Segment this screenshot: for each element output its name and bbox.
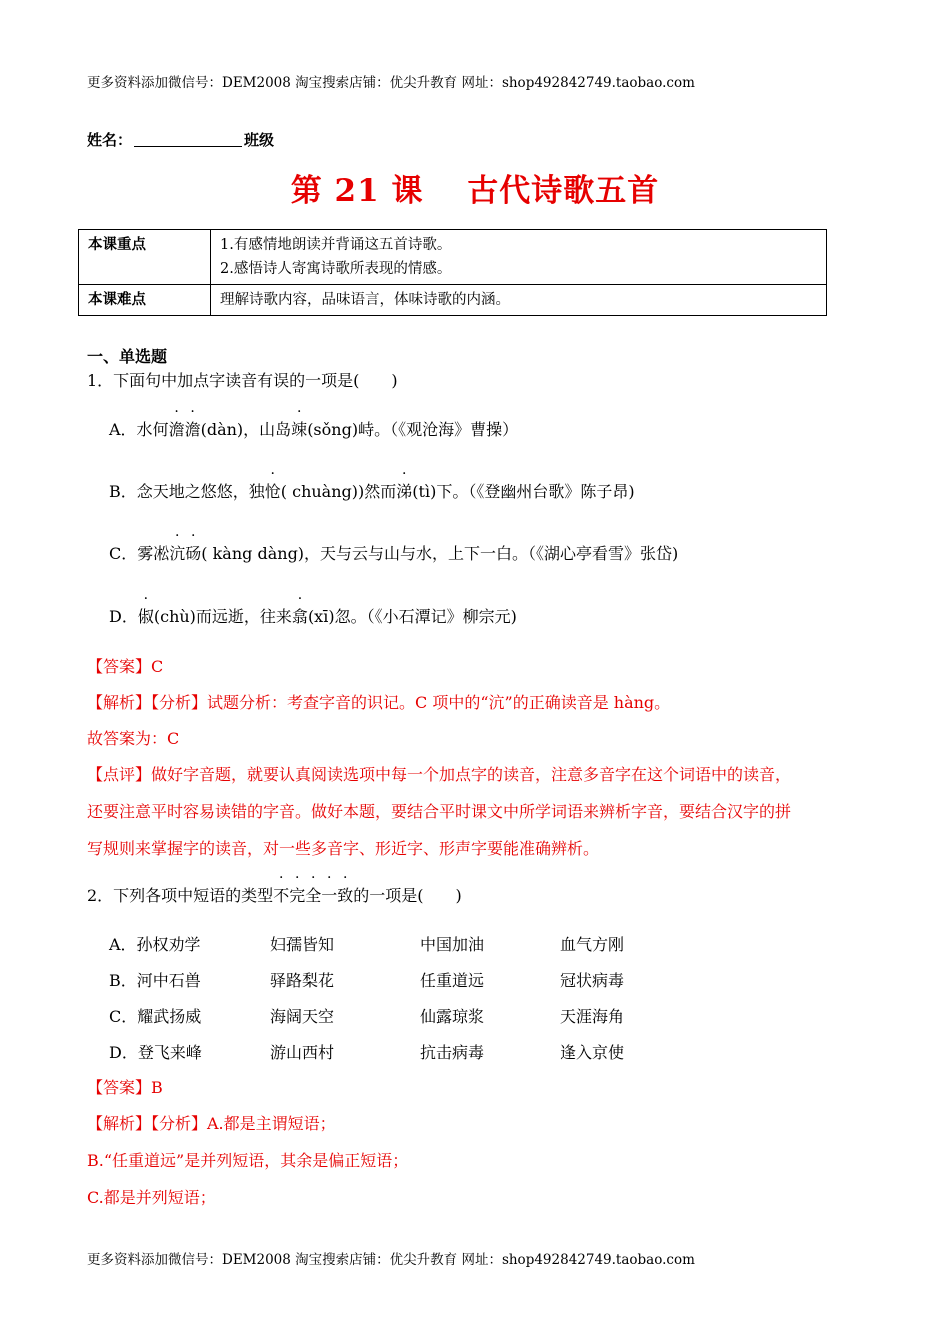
dotted-char: 不 — [273, 886, 290, 905]
text: (sǒng)峙。（《观沧海》曹操） — [307, 420, 519, 439]
q2-row-c-col-4: 天涯海角 — [560, 1007, 625, 1026]
q2-row-d-col-3: 抗击病毒 — [420, 1043, 485, 1062]
dotted-char: 完 — [289, 886, 306, 905]
dotted-char: 一 — [321, 886, 338, 905]
dotted-char: 致 — [337, 886, 354, 905]
class-label: 班级 — [244, 131, 275, 149]
q2-row-b-col-4: 冠状病毒 — [560, 971, 625, 990]
focus-item-2: 2.感悟诗人寄寓诗歌所表现的情感。 — [220, 261, 452, 277]
text: C．雾凇 — [109, 544, 170, 563]
q2-stem — [87, 883, 462, 906]
q1-answer: 【答案】C — [87, 657, 164, 676]
q1-option-a — [109, 417, 518, 440]
focus-label: 本课重点 — [79, 230, 211, 285]
text: ( chuàng))然而 — [280, 482, 397, 501]
q2-row-c-col-3: 仙露琼浆 — [420, 1007, 485, 1026]
text: 的一项是( ) — [353, 886, 462, 905]
q2-row-a-col-3: 中国加油 — [420, 935, 485, 954]
dotted-char: 涕 — [396, 482, 413, 501]
focus-content — [211, 230, 827, 285]
dotted-char: 澹 — [168, 420, 185, 439]
q1-option-d — [109, 604, 517, 627]
q2-row-d-col-4: 逢入京使 — [560, 1043, 625, 1062]
q2-row-a-col-1: A．孙权劝学 — [109, 935, 201, 954]
q2-row-b-col-3: 任重道远 — [420, 971, 485, 990]
difficulty-content: 理解诗歌内容，品味语言，体味诗歌的内涵。 — [211, 285, 827, 316]
difficulty-row — [79, 285, 827, 316]
text: (dàn)，山岛 — [200, 420, 292, 439]
text: D． — [109, 607, 138, 626]
difficulty-label: 本课难点 — [79, 285, 211, 316]
text: (tì)下。（《登幽州台歌》陈子昂) — [412, 482, 635, 501]
q1-conclusion: 故答案为：C — [87, 729, 180, 748]
lesson-title: 第 21 课 古代诗歌五首 — [290, 173, 660, 209]
text: A．水何 — [109, 420, 169, 439]
q2-analysis-line-1: 【解析】【分析】A.都是主谓短语； — [87, 1114, 336, 1133]
q2-row-c-col-2: 海阔天空 — [270, 1007, 335, 1026]
q1-option-c — [109, 541, 678, 564]
section-heading: 一、单选题 — [87, 347, 168, 366]
q1-comment-line-2: 还要注意平时容易读错的字音。做好本题，要结合平时课文中所学词语来辨析字音，要结合汉字的拼 — [87, 802, 792, 821]
dotted-char: 砀 — [185, 544, 202, 563]
page-footer: 更多资料添加微信号：DEM2008 淘宝搜索店铺：优尖升教育 网址：shop492842749.taobao.com — [87, 1252, 695, 1268]
dotted-char: 澹 — [184, 420, 201, 439]
name-class-row — [87, 129, 274, 150]
name-blank — [134, 132, 242, 147]
dotted-char: 俶 — [137, 607, 154, 626]
q2-row-d-col-1: D．登飞来峰 — [109, 1043, 202, 1062]
q2-row-c-col-1: C．耀武扬威 — [109, 1007, 202, 1026]
q2-analysis-line-3: C.都是并列短语； — [87, 1188, 216, 1207]
q1-option-b — [109, 479, 635, 502]
q2-analysis-line-2: B.“任重道远”是并列短语，其余是偏正短语； — [87, 1151, 409, 1170]
text: ( kàng dàng)，天与云与山与水，上下一白。（《湖心亭看雪》张岱) — [201, 544, 679, 563]
dotted-char: 沆 — [169, 544, 186, 563]
dotted-char: 怆 — [264, 482, 281, 501]
text: (xī)忽。（《小石潭记》柳宗元) — [307, 607, 517, 626]
q1-analysis: 【解析】【分析】试题分析：考查字音的识记。C 项中的“沆”的正确读音是 hàng。 — [87, 693, 671, 712]
q1-comment-line-1: 【点评】做好字音题，就要认真阅读选项中每一个加点字的读音，注意多音字在这个词语中的读音， — [87, 765, 792, 784]
lesson-key-table — [78, 229, 827, 316]
name-label: 姓名： — [87, 131, 133, 149]
focus-row — [79, 230, 827, 285]
dotted-char: 竦 — [291, 420, 308, 439]
dotted-char: 全 — [305, 886, 322, 905]
q2-row-a-col-4: 血气方刚 — [560, 935, 625, 954]
text: 2．下列各项中短语的类型 — [87, 886, 274, 905]
q2-answer: 【答案】B — [87, 1078, 163, 1097]
q2-row-b-col-2: 驿路梨花 — [270, 971, 335, 990]
focus-item-1: 1.有感情地朗读并背诵这五首诗歌。 — [220, 237, 452, 253]
dotted-char: 翕 — [291, 607, 308, 626]
text: (chù)而远逝，往来 — [153, 607, 292, 626]
text: B．念天地之悠悠，独 — [109, 482, 265, 501]
q1-stem: 1．下面句中加点字读音有误的一项是( ) — [87, 371, 398, 390]
q1-comment-line-3: 写规则来掌握字的读音，对一些多音字、形近字、形声字要能准确辨析。 — [87, 839, 600, 858]
q2-row-b-col-1: B．河中石兽 — [109, 971, 201, 990]
page-header: 更多资料添加微信号：DEM2008 淘宝搜索店铺：优尖升教育 网址：shop492842749.taobao.com — [87, 75, 695, 91]
q2-row-a-col-2: 妇孺皆知 — [270, 935, 335, 954]
q2-row-d-col-2: 游山西村 — [270, 1043, 335, 1062]
